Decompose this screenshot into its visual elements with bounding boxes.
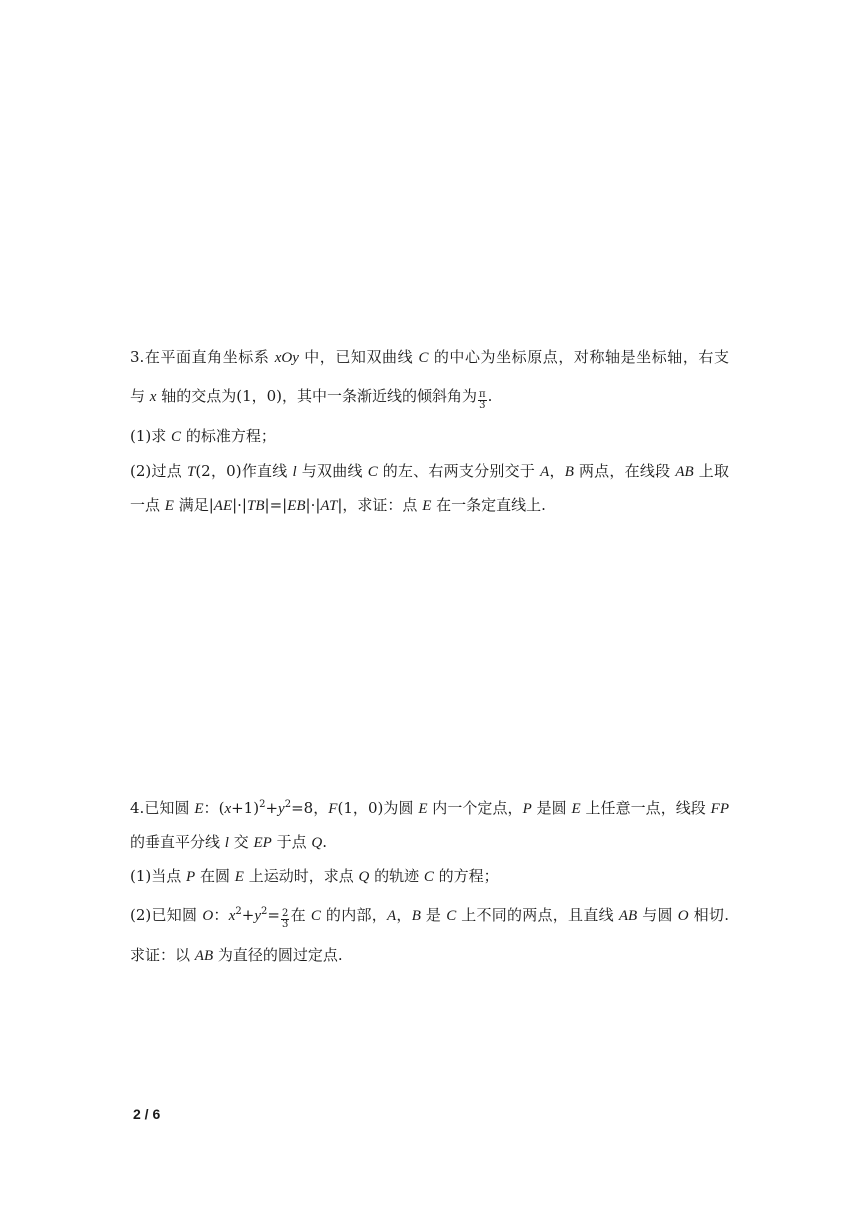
math-var: P: [522, 801, 532, 817]
text: 上任意一点，线段: [580, 799, 711, 817]
problem-3-line-2: [130, 386, 492, 411]
math-var: Q: [358, 869, 370, 885]
text: (2)已知圆: [130, 906, 203, 924]
problem-3-part-2-line-2: [130, 495, 546, 516]
math-var: A: [540, 464, 550, 480]
text: 的中心为坐标原点，对称轴是坐标轴，右支: [428, 348, 729, 366]
text: =: [267, 906, 280, 924]
text: 的标准方程；: [181, 427, 276, 445]
math-var: TB: [247, 498, 265, 514]
text: 满足|: [173, 496, 214, 514]
text: ：(: [203, 799, 225, 817]
math-var: C: [310, 908, 321, 924]
math-var: x: [149, 389, 157, 405]
text: 与双曲线: [296, 462, 368, 480]
math-var: y: [254, 908, 261, 924]
text: (1)当点: [130, 867, 187, 885]
math-var: E: [418, 801, 428, 817]
math-var: C: [171, 429, 182, 445]
text: +: [241, 906, 255, 924]
math-var: FP: [710, 801, 729, 817]
superscript: 2: [284, 799, 292, 810]
math-var: O: [202, 908, 214, 924]
text: 在一条定直线上.: [431, 496, 546, 514]
text: +: [265, 799, 279, 817]
problem-3-part-1: [130, 426, 276, 447]
text: 轴的交点为(1，0)，其中一条渐近线的倾斜角为: [156, 387, 478, 405]
text: +1): [231, 799, 260, 817]
superscript: 2: [261, 906, 268, 917]
math-var: O: [677, 908, 689, 924]
math-var: E: [422, 498, 432, 514]
text: 为直径的圆过定点.: [213, 946, 343, 964]
math-var: l: [292, 464, 297, 480]
text: (1，0)为圆: [337, 799, 419, 817]
text: 在: [290, 906, 311, 924]
text: 4.已知圆: [130, 799, 195, 817]
fraction-pi-over-3: [478, 390, 487, 411]
problem-4-part-2-line-1: [130, 905, 729, 930]
math-var: E: [234, 869, 244, 885]
text: 两点，在线段: [573, 462, 676, 480]
math-var: C: [423, 869, 434, 885]
math-var: AB: [194, 948, 214, 964]
text: 3.在平面直角坐标系: [130, 348, 275, 366]
text: ，: [549, 462, 565, 480]
fraction-denominator: 3: [479, 400, 486, 411]
text: |·|: [305, 496, 321, 514]
text: (2)过点: [130, 462, 187, 480]
math-var: AT: [320, 498, 338, 514]
text: |，求证：点: [337, 496, 423, 514]
text: 与圆: [637, 906, 678, 924]
text: ，: [396, 906, 412, 924]
math-var: F: [328, 801, 338, 817]
text: 的方程；: [433, 867, 499, 885]
math-var: C: [367, 464, 378, 480]
math-var: y: [278, 801, 285, 817]
fraction-numerator: 2: [281, 908, 289, 919]
math-var: P: [186, 869, 196, 885]
text: (1)求: [130, 427, 172, 445]
math-var: E: [164, 498, 174, 514]
text: 是圆: [531, 799, 572, 817]
text: 的左、右两支分别交于: [377, 462, 541, 480]
text: 与: [130, 387, 150, 405]
problem-4-line-2: [130, 832, 327, 853]
text: 上不同的两点，且直线: [456, 906, 619, 924]
problem-3-part-2-line-1: [130, 461, 729, 482]
text: 一点: [130, 496, 165, 514]
text: 上运动时，求点: [243, 867, 359, 885]
fraction-two-thirds: [281, 909, 289, 930]
math-var: B: [564, 464, 574, 480]
text: 在圆: [195, 867, 235, 885]
math-var: E: [194, 801, 204, 817]
text: =8，: [291, 799, 329, 817]
text: 交: [228, 833, 254, 851]
text: 的内部，: [320, 906, 387, 924]
text: .: [322, 833, 327, 851]
math-var: x: [228, 908, 236, 924]
problem-4-line-1: [130, 798, 729, 819]
fraction-denominator: 3: [281, 919, 289, 930]
text: 于点: [271, 833, 312, 851]
math-var: l: [224, 835, 229, 851]
math-var: xOy: [274, 350, 299, 366]
text: 上取: [693, 462, 729, 480]
page-number: 2 / 6: [133, 1106, 161, 1122]
text: .: [487, 387, 493, 405]
text: |·|: [232, 496, 247, 514]
text: 的垂直平分线: [130, 833, 225, 851]
math-var: B: [411, 908, 421, 924]
math-var: E: [571, 801, 581, 817]
problem-4-part-2-line-2: [130, 945, 343, 966]
math-var: AE: [213, 498, 233, 514]
text: 求证：以: [130, 946, 195, 964]
text: |=|: [264, 496, 288, 514]
text: 内一个定点，: [427, 799, 523, 817]
text: (2，0)作直线: [195, 462, 293, 480]
math-var: AB: [618, 908, 638, 924]
text: 的轨迹: [369, 867, 424, 885]
math-var: Q: [311, 835, 323, 851]
math-var: AB: [675, 464, 694, 480]
math-var: A: [386, 908, 397, 924]
superscript: 2: [259, 799, 266, 810]
math-var: T: [186, 464, 196, 480]
fraction-numerator: π: [479, 389, 486, 400]
math-var: EP: [253, 835, 272, 851]
math-var: EB: [287, 498, 306, 514]
text: 是: [420, 906, 447, 924]
text: ：: [213, 906, 229, 924]
text: 中，已知双曲线: [298, 348, 419, 366]
math-var: x: [224, 801, 232, 817]
superscript: 2: [235, 906, 242, 917]
math-var: C: [418, 350, 429, 366]
text: 相切.: [688, 906, 729, 924]
problem-3-line-1: [130, 347, 729, 368]
problem-4-part-1: [130, 866, 499, 887]
math-var: C: [446, 908, 457, 924]
